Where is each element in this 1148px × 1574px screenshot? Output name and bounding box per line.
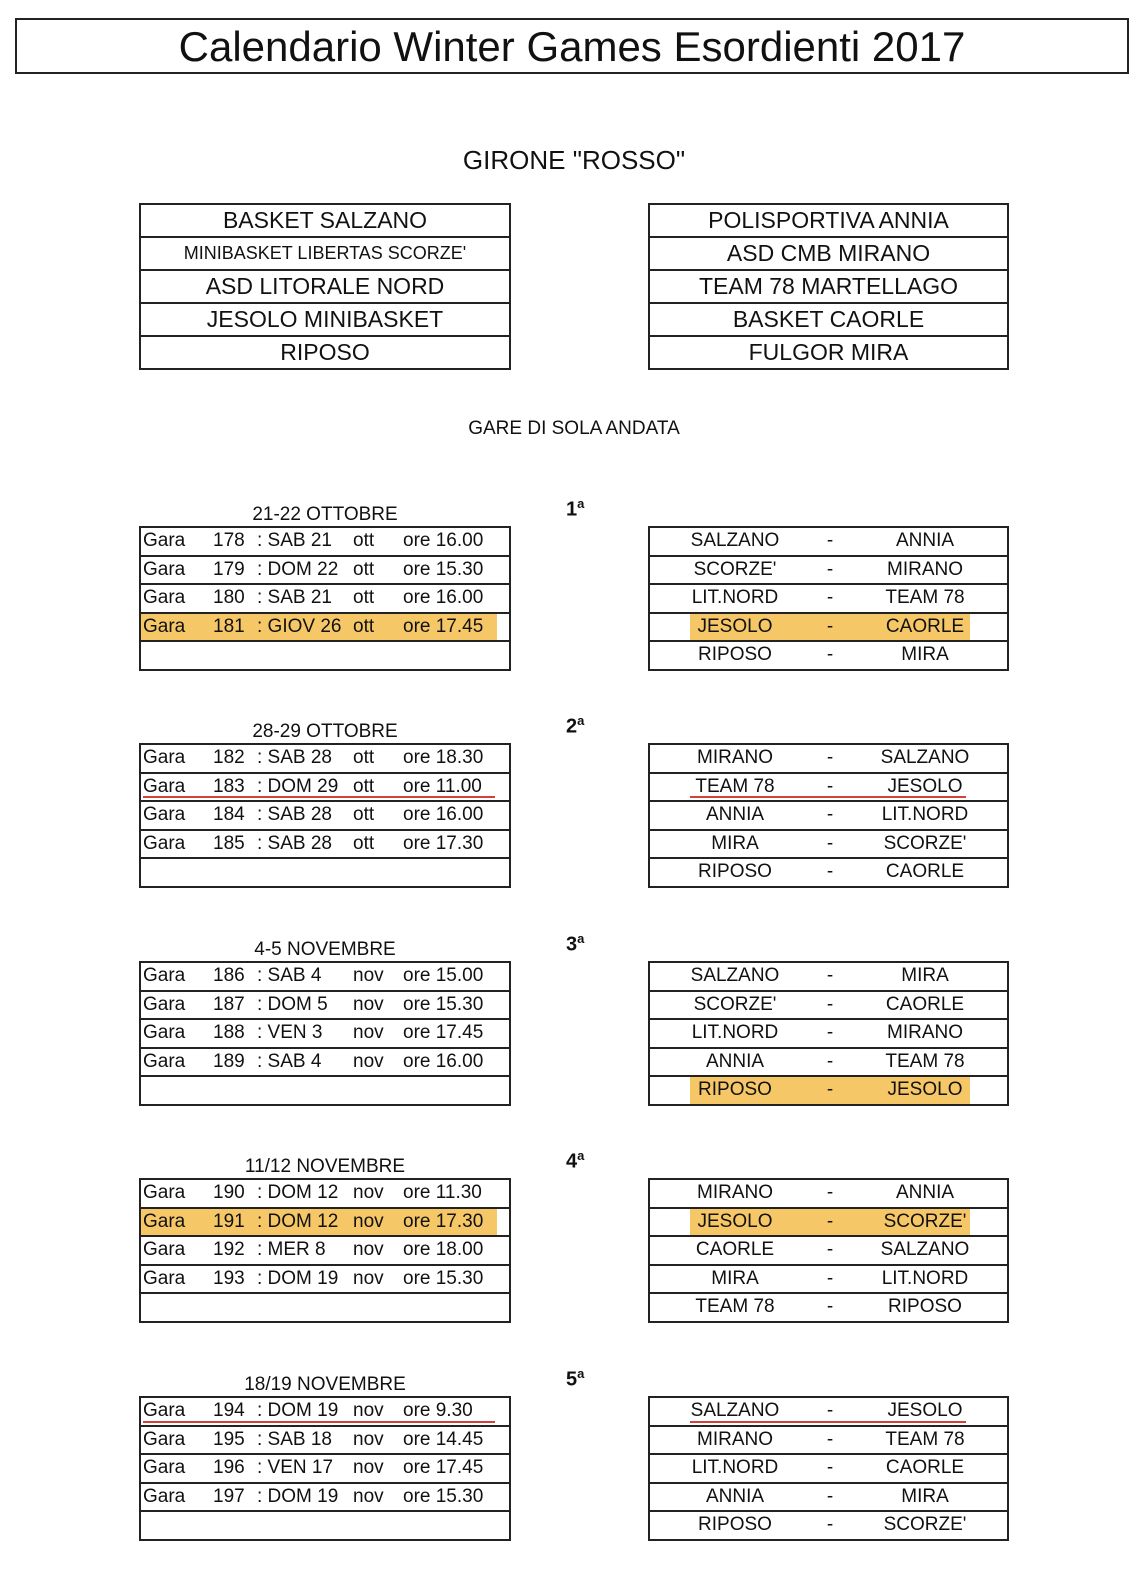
game-month: ott	[353, 587, 375, 608]
match-away: SCORZE'	[883, 1514, 967, 1535]
match-row	[650, 859, 1007, 886]
game-time: ore 15.30	[403, 558, 484, 580]
match-home: SCORZE'	[693, 558, 777, 580]
match-row	[650, 1266, 1007, 1295]
team-cell: TEAM 78 MARTELLAGO	[650, 271, 1007, 304]
game-day: : SAB 28	[257, 832, 332, 854]
game-time: ore 15.30	[403, 993, 484, 1015]
match-separator: -	[826, 747, 834, 768]
match-away: JESOLO	[887, 1400, 963, 1421]
team-cell: POLISPORTIVA ANNIA	[650, 205, 1007, 238]
match-row	[650, 1077, 1007, 1104]
match-row	[650, 1180, 1007, 1209]
game-month: nov	[353, 1400, 384, 1421]
match-home: RIPOSO	[698, 1514, 772, 1535]
team-cell: MINIBASKET LIBERTAS SCORZE'	[141, 238, 509, 271]
game-number: 181	[213, 615, 245, 637]
match-row	[650, 992, 1007, 1021]
match-home: LIT.NORD	[691, 1457, 779, 1478]
game-label: Gara	[143, 1239, 186, 1260]
game-day: : DOM 19	[257, 1485, 339, 1507]
game-label: Gara	[143, 804, 186, 825]
game-number: 179	[213, 558, 245, 580]
game-row	[141, 1209, 509, 1238]
match-home: MIRA	[711, 832, 759, 854]
match-away: CAORLE	[885, 1457, 965, 1478]
match-home: ANNIA	[705, 1050, 765, 1072]
match-row	[650, 1294, 1007, 1321]
game-day: : DOM 12	[257, 1210, 339, 1232]
match-away: JESOLO	[887, 775, 963, 797]
game-day: : SAB 28	[257, 804, 332, 825]
game-row	[141, 642, 509, 669]
match-separator: -	[826, 558, 834, 580]
game-day: : DOM 29	[257, 775, 339, 797]
round-number: 2$^a$	[566, 713, 585, 738]
match-home: TEAM 78	[695, 775, 775, 797]
group-title: GIRONE "ROSSO"	[462, 145, 686, 175]
game-time: ore 15.30	[403, 1485, 484, 1507]
match-row	[650, 1237, 1007, 1266]
game-row	[141, 774, 509, 803]
team-cell: JESOLO MINIBASKET	[141, 304, 509, 337]
game-label: Gara	[143, 615, 186, 637]
game-label: Gara	[143, 1457, 186, 1478]
round-number-suffix: a	[577, 931, 585, 946]
match-separator: -	[826, 775, 834, 797]
game-day: : SAB 28	[257, 747, 332, 768]
game-month: nov	[353, 1050, 384, 1072]
match-away: ANNIA	[895, 530, 955, 551]
game-row	[141, 1398, 509, 1427]
row-underline	[690, 796, 966, 798]
match-separator: -	[826, 530, 834, 551]
match-row	[650, 1455, 1007, 1484]
match-row	[650, 557, 1007, 586]
match-home: MIRANO	[697, 747, 773, 768]
match-separator: -	[826, 1457, 834, 1478]
round-number-suffix: a	[577, 496, 585, 511]
match-home: ANNIA	[705, 804, 765, 825]
match-row	[650, 1209, 1007, 1238]
matches-table	[648, 526, 1009, 671]
match-separator: -	[826, 1239, 834, 1260]
game-row	[141, 585, 509, 614]
match-home: SALZANO	[690, 965, 780, 986]
game-number: 178	[213, 530, 245, 551]
match-row	[650, 585, 1007, 614]
matches-table	[648, 961, 1009, 1106]
game-row	[141, 1427, 509, 1456]
game-time: ore 17.30	[403, 832, 484, 854]
match-row	[650, 802, 1007, 831]
match-separator: -	[826, 1400, 834, 1421]
game-day: : VEN 3	[257, 1022, 323, 1043]
games-table	[139, 743, 511, 888]
game-label: Gara	[143, 1022, 186, 1043]
match-away: LIT.NORD	[881, 804, 969, 825]
match-away: TEAM 78	[885, 587, 965, 608]
match-home: RIPOSO	[698, 861, 772, 882]
game-row	[141, 1180, 509, 1209]
match-away: TEAM 78	[885, 1050, 965, 1072]
round-number-suffix: a	[577, 1148, 585, 1163]
game-number: 191	[213, 1210, 245, 1232]
round-section	[0, 713, 1148, 921]
match-separator: -	[826, 1182, 834, 1203]
game-month: ott	[353, 747, 375, 768]
game-day: : SAB 4	[257, 965, 322, 986]
game-month: nov	[353, 1210, 384, 1232]
game-day: : SAB 18	[257, 1428, 332, 1450]
game-month: ott	[353, 530, 375, 551]
game-number: 190	[213, 1182, 245, 1203]
match-separator: -	[826, 644, 834, 665]
team-cell: ASD CMB MIRANO	[650, 238, 1007, 271]
game-time: ore 16.00	[403, 530, 484, 551]
match-away: MIRANO	[887, 558, 963, 580]
match-away: MIRA	[901, 965, 949, 986]
match-away: CAORLE	[885, 861, 965, 882]
match-home: SALZANO	[690, 530, 780, 551]
game-row	[141, 831, 509, 860]
match-home: TEAM 78	[695, 1296, 775, 1317]
game-number: 189	[213, 1050, 245, 1072]
match-away: MIRA	[901, 1485, 949, 1507]
team-cell: FULGOR MIRA	[748, 339, 909, 365]
round-section	[0, 496, 1148, 704]
match-row	[650, 963, 1007, 992]
row-underline	[690, 1421, 966, 1423]
game-label: Gara	[143, 832, 186, 854]
match-separator: -	[826, 1210, 834, 1232]
game-time: ore 11.30	[403, 1182, 482, 1203]
match-separator: -	[826, 587, 834, 608]
game-row	[141, 802, 509, 831]
game-month: nov	[353, 1239, 384, 1260]
match-separator: -	[826, 1514, 834, 1535]
match-row	[650, 642, 1007, 669]
round-section	[0, 1148, 1148, 1356]
game-row	[141, 1237, 509, 1266]
game-day: : MER 8	[257, 1239, 326, 1260]
game-month: nov	[353, 1457, 384, 1478]
match-separator: -	[826, 1022, 834, 1043]
game-time: ore 17.45	[403, 1022, 484, 1043]
game-label: Gara	[143, 1050, 186, 1072]
match-home: CAORLE	[695, 1239, 775, 1260]
game-label: Gara	[143, 747, 186, 768]
match-away: CAORLE	[885, 993, 965, 1015]
game-row	[141, 745, 509, 774]
match-separator: -	[826, 1050, 834, 1072]
game-month: nov	[353, 993, 384, 1015]
game-number: 184	[213, 804, 245, 825]
round-number-suffix: a	[577, 713, 585, 728]
schedule-note: GARE DI SOLA ANDATA	[468, 418, 680, 439]
game-month: ott	[353, 804, 375, 825]
match-away: ANNIA	[895, 1182, 955, 1203]
match-row	[650, 831, 1007, 860]
teams-left-table	[139, 203, 511, 370]
round-date: 4-5 NOVEMBRE	[254, 939, 396, 960]
game-row	[141, 1077, 509, 1104]
match-row	[650, 774, 1007, 803]
match-away: MIRANO	[887, 1022, 963, 1043]
match-separator: -	[826, 832, 834, 854]
game-number: 196	[213, 1457, 245, 1478]
match-away: LIT.NORD	[881, 1267, 969, 1289]
round-date: 28-29 OTTOBRE	[252, 721, 398, 742]
game-time: ore 16.00	[403, 587, 484, 608]
round-date: 21-22 OTTOBRE	[252, 504, 398, 525]
match-away: TEAM 78	[885, 1428, 965, 1450]
game-number: 192	[213, 1239, 245, 1260]
match-separator: -	[826, 615, 834, 637]
match-home: MIRANO	[697, 1182, 773, 1203]
teams-right-table	[648, 203, 1009, 370]
game-month: ott	[353, 615, 375, 637]
game-row	[141, 1455, 509, 1484]
game-row	[141, 528, 509, 557]
match-row	[650, 528, 1007, 557]
game-label: Gara	[143, 965, 186, 986]
game-number: 197	[213, 1485, 245, 1507]
game-time: ore 17.45	[403, 1457, 484, 1478]
game-label: Gara	[143, 1182, 186, 1203]
match-separator: -	[826, 1079, 834, 1100]
game-number: 182	[213, 747, 245, 768]
game-time: ore 15.30	[403, 1267, 484, 1289]
game-day: : SAB 21	[257, 530, 332, 551]
game-month: nov	[353, 965, 384, 986]
match-separator: -	[826, 993, 834, 1015]
game-day: : GIOV 26	[257, 615, 342, 637]
game-number: 183	[213, 775, 245, 797]
game-label: Gara	[143, 558, 186, 580]
games-table	[139, 526, 511, 671]
match-away: SALZANO	[880, 1239, 970, 1260]
game-label: Gara	[143, 530, 186, 551]
game-time: ore 11.00	[403, 775, 482, 797]
game-month: nov	[353, 1022, 384, 1043]
matches-table	[648, 1396, 1009, 1541]
round-date: 11/12 NOVEMBRE	[244, 1156, 406, 1177]
game-day: : SAB 21	[257, 587, 332, 608]
game-label: Gara	[143, 1400, 186, 1421]
game-row	[141, 992, 509, 1021]
round-number-suffix: a	[577, 1366, 585, 1381]
matches-table	[648, 1178, 1009, 1323]
round-section	[0, 931, 1148, 1139]
match-home: SCORZE'	[693, 993, 777, 1015]
game-label: Gara	[143, 993, 186, 1015]
game-row	[141, 1020, 509, 1049]
games-table	[139, 961, 511, 1106]
game-number: 193	[213, 1267, 245, 1289]
match-away: JESOLO	[887, 1079, 963, 1100]
match-row	[650, 1512, 1007, 1539]
match-home: LIT.NORD	[691, 1022, 779, 1043]
round-number: 3$^a$	[566, 931, 585, 956]
match-row	[650, 1427, 1007, 1456]
match-row	[650, 1398, 1007, 1427]
team-cell: ASD LITORALE NORD	[141, 271, 509, 304]
page-title: Calendario Winter Games Esordienti 2017	[15, 18, 1129, 74]
match-away: SALZANO	[880, 747, 970, 768]
match-home: MIRA	[711, 1267, 759, 1289]
match-home: LIT.NORD	[691, 587, 779, 608]
match-separator: -	[826, 1485, 834, 1507]
game-row	[141, 963, 509, 992]
game-time: ore 15.00	[403, 965, 484, 986]
match-away: RIPOSO	[888, 1296, 962, 1317]
game-row	[141, 614, 509, 643]
row-underline	[143, 796, 495, 798]
match-away: SCORZE'	[883, 1210, 967, 1232]
game-row	[141, 1484, 509, 1513]
game-time: ore 18.30	[403, 747, 484, 768]
team-cell: RIPOSO	[280, 339, 370, 365]
game-number: 188	[213, 1022, 245, 1043]
round-number: 4$^a$	[566, 1148, 585, 1173]
game-month: nov	[353, 1428, 384, 1450]
game-day: : DOM 19	[257, 1267, 339, 1289]
game-day: : SAB 4	[257, 1050, 322, 1072]
game-day: : DOM 12	[257, 1182, 339, 1203]
game-time: ore 17.30	[403, 1210, 484, 1232]
match-home: RIPOSO	[698, 644, 772, 665]
row-underline	[143, 1421, 495, 1423]
game-row	[141, 1049, 509, 1078]
game-time: ore 14.45	[403, 1428, 484, 1450]
match-away: SCORZE'	[883, 832, 967, 854]
match-row	[650, 745, 1007, 774]
game-number: 185	[213, 832, 245, 854]
match-away: CAORLE	[885, 615, 965, 637]
games-table	[139, 1178, 511, 1323]
game-day: : DOM 19	[257, 1400, 339, 1421]
game-time: ore 18.00	[403, 1239, 484, 1260]
match-row	[650, 614, 1007, 643]
game-row	[141, 859, 509, 886]
game-time: ore 9.30	[403, 1400, 473, 1421]
game-time: ore 16.00	[403, 1050, 484, 1072]
match-separator: -	[826, 1267, 834, 1289]
match-home: SALZANO	[690, 1400, 780, 1421]
round-date: 18/19 NOVEMBRE	[244, 1374, 406, 1395]
match-home: JESOLO	[697, 1210, 773, 1232]
match-row	[650, 1049, 1007, 1078]
team-cell: BASKET SALZANO	[141, 205, 509, 238]
game-label: Gara	[143, 1485, 186, 1507]
games-table	[139, 1396, 511, 1541]
game-day: : DOM 22	[257, 558, 339, 580]
match-separator: -	[826, 1296, 834, 1317]
game-label: Gara	[143, 587, 186, 608]
game-month: nov	[353, 1182, 384, 1203]
match-home: MIRANO	[697, 1428, 773, 1450]
game-month: nov	[353, 1267, 384, 1289]
round-section	[0, 1366, 1148, 1574]
round-number: 1$^a$	[566, 496, 585, 521]
match-separator: -	[826, 804, 834, 825]
match-separator: -	[826, 1428, 834, 1450]
game-number: 195	[213, 1428, 245, 1450]
game-month: nov	[353, 1485, 384, 1507]
game-month: ott	[353, 558, 375, 580]
match-separator: -	[826, 965, 834, 986]
game-month: ott	[353, 832, 375, 854]
game-number: 194	[213, 1400, 245, 1421]
game-row	[141, 1266, 509, 1295]
round-number: 5$^a$	[566, 1366, 585, 1391]
game-row	[141, 557, 509, 586]
team-cell: BASKET CAORLE	[650, 304, 1007, 337]
game-day: : VEN 17	[257, 1457, 334, 1478]
match-separator: -	[826, 861, 834, 882]
match-home: ANNIA	[705, 1485, 765, 1507]
match-row	[650, 1020, 1007, 1049]
game-month: ott	[353, 775, 375, 797]
game-label: Gara	[143, 775, 186, 797]
game-day: : DOM 5	[257, 993, 328, 1015]
game-label: Gara	[143, 1267, 186, 1289]
game-number: 180	[213, 587, 245, 608]
game-number: 187	[213, 993, 245, 1015]
game-row	[141, 1512, 509, 1539]
game-time: ore 17.45	[403, 615, 484, 637]
game-number: 186	[213, 965, 245, 986]
match-away: MIRA	[901, 644, 949, 665]
match-home: RIPOSO	[698, 1079, 772, 1100]
game-time: ore 16.00	[403, 804, 484, 825]
match-home: JESOLO	[697, 615, 773, 637]
game-label: Gara	[143, 1210, 186, 1232]
game-label: Gara	[143, 1428, 186, 1450]
game-row	[141, 1294, 509, 1321]
match-row	[650, 1484, 1007, 1513]
matches-table	[648, 743, 1009, 888]
